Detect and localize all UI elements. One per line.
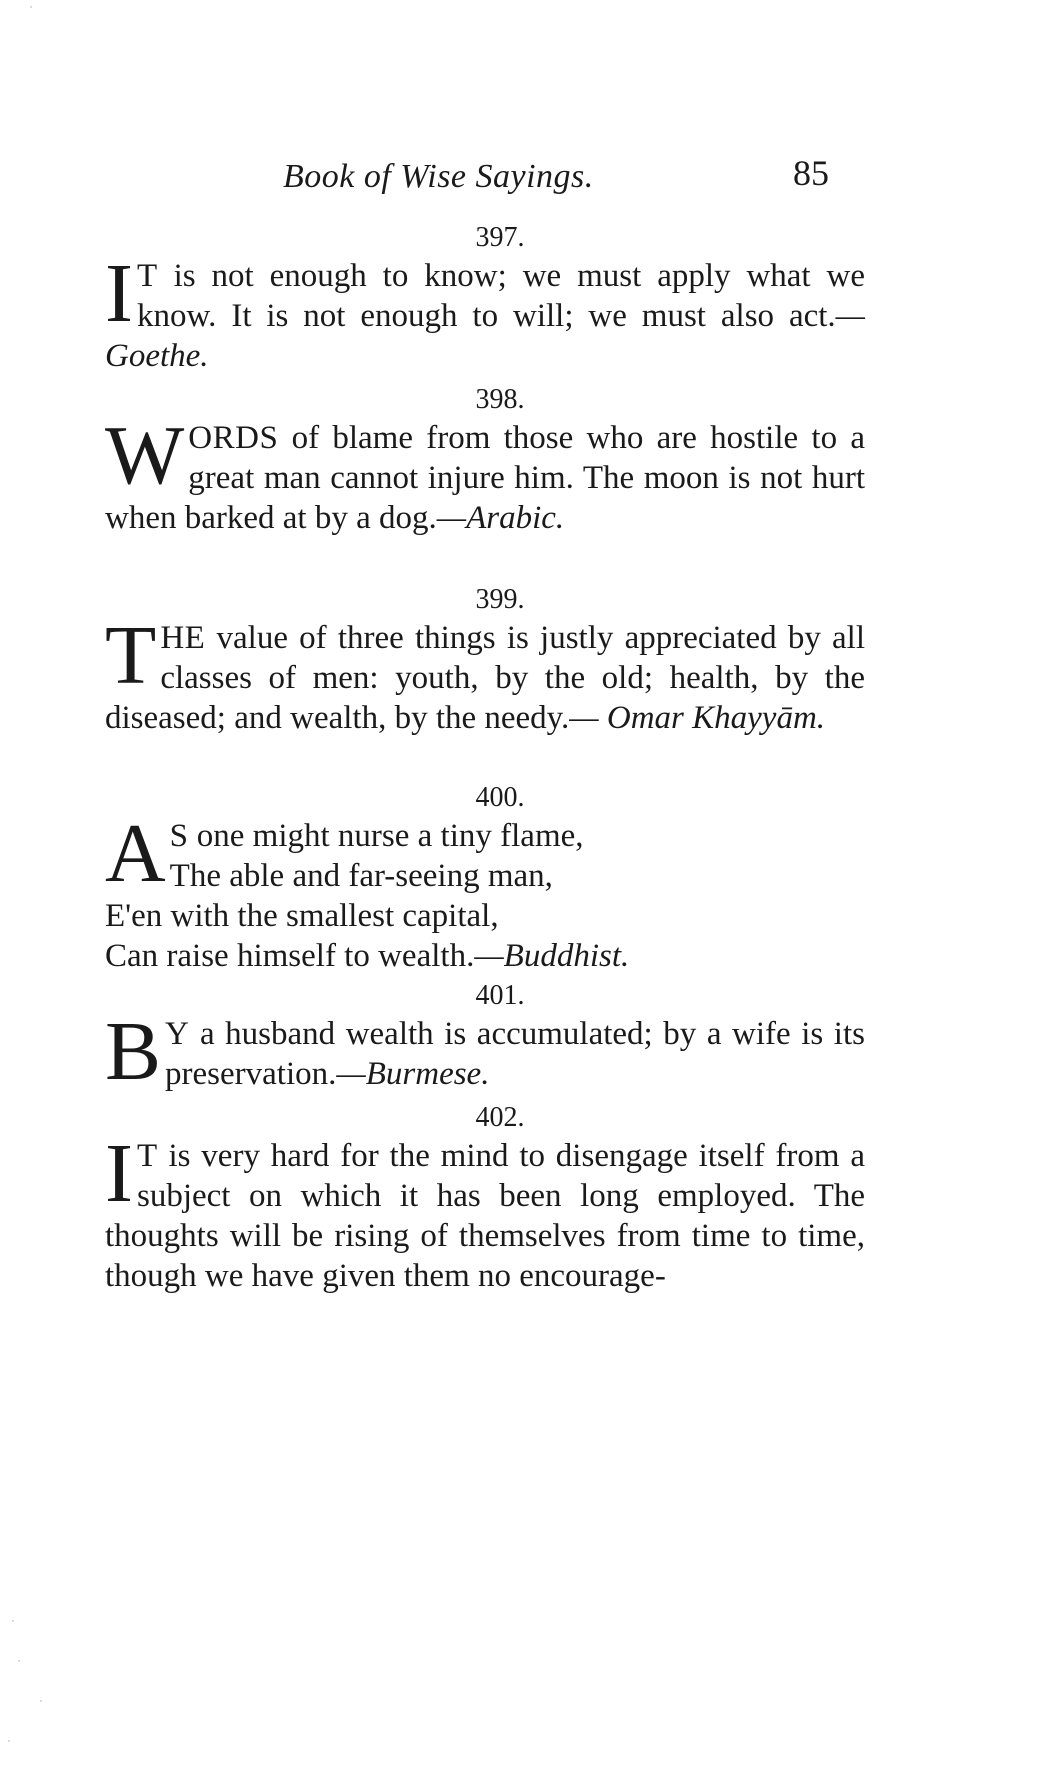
saying-399 [105, 582, 865, 738]
verse-line: E'en with the smallest capital, [105, 898, 499, 934]
drop-cap: T [105, 609, 157, 702]
drop-cap: A [105, 807, 166, 900]
lead-caps: S [169, 818, 189, 854]
page-number: 85 [793, 153, 829, 193]
attribution: —Arabic. [436, 500, 565, 536]
verse-line: The able and far-seeing man, [169, 858, 553, 894]
saying-number: 401. [475, 980, 525, 1011]
lead-caps: Y [165, 1016, 190, 1052]
lead-caps: T [136, 1138, 158, 1174]
saying-number: 397. [475, 222, 525, 253]
lead-caps: T [136, 258, 158, 294]
paper-speck [8, 1740, 10, 1742]
lead-caps: HE [160, 620, 206, 656]
saying-number: 399. [475, 584, 525, 615]
page-header [0, 152, 1049, 202]
saying-text [105, 409, 865, 538]
saying-text [105, 247, 865, 376]
drop-cap: B [105, 1005, 162, 1098]
saying-body: is not enough to know; we must apply what we know. It is not enough to will; we must also act. [136, 258, 865, 334]
saying-text [105, 1005, 865, 1098]
saying-401 [105, 978, 865, 1098]
saying-402 [105, 1100, 865, 1296]
attribution: —Buddhist. [474, 938, 630, 974]
saying-body: value of three things is justly appreciated by all classes of men: youth, by the old; health, by the diseased; and wealth, by the needy. [105, 620, 865, 736]
saying-body: of blame from those who are hostile to a great man cannot injure him. The moon is not hurt when barked at by a dog. [105, 420, 865, 536]
saying-number: 398. [475, 384, 525, 415]
attribution: —Burmese. [336, 1056, 490, 1092]
saying-397 [105, 220, 865, 376]
paper-speck [30, 6, 32, 8]
saying-398 [105, 382, 865, 538]
lead-caps: ORDS [188, 420, 279, 456]
paper-speck [40, 1700, 42, 1702]
paper-speck [12, 1620, 14, 1622]
saying-number: 400. [475, 782, 525, 813]
saying-400 [105, 780, 865, 976]
verse-text: one might nurse a tiny flame, [188, 818, 584, 854]
attribution: —Goethe. [105, 298, 865, 374]
attribution: — Omar Khayyām. [569, 700, 826, 736]
saying-body: is very hard for the mind to disengage itself from a subject on which it has been long employed. The thoughts will be rising of themselves from time to time, though we have given them no encourage- [105, 1138, 865, 1294]
drop-cap: I [105, 1127, 133, 1220]
saying-number: 402. [475, 1102, 525, 1133]
saying-text [105, 609, 865, 738]
paper-speck [18, 1660, 20, 1662]
saying-text [105, 1127, 865, 1296]
running-title: Book of Wise Sayings. [283, 158, 594, 195]
saying-verse [105, 807, 865, 976]
verse-text: Can raise himself to wealth. [105, 938, 475, 974]
drop-cap: I [105, 247, 133, 340]
verse-line [105, 936, 865, 976]
drop-cap: W [105, 409, 185, 502]
verse-line [105, 816, 865, 856]
saying-body: a husband wealth is accumulated; by a wife is its preservation. [165, 1016, 865, 1092]
